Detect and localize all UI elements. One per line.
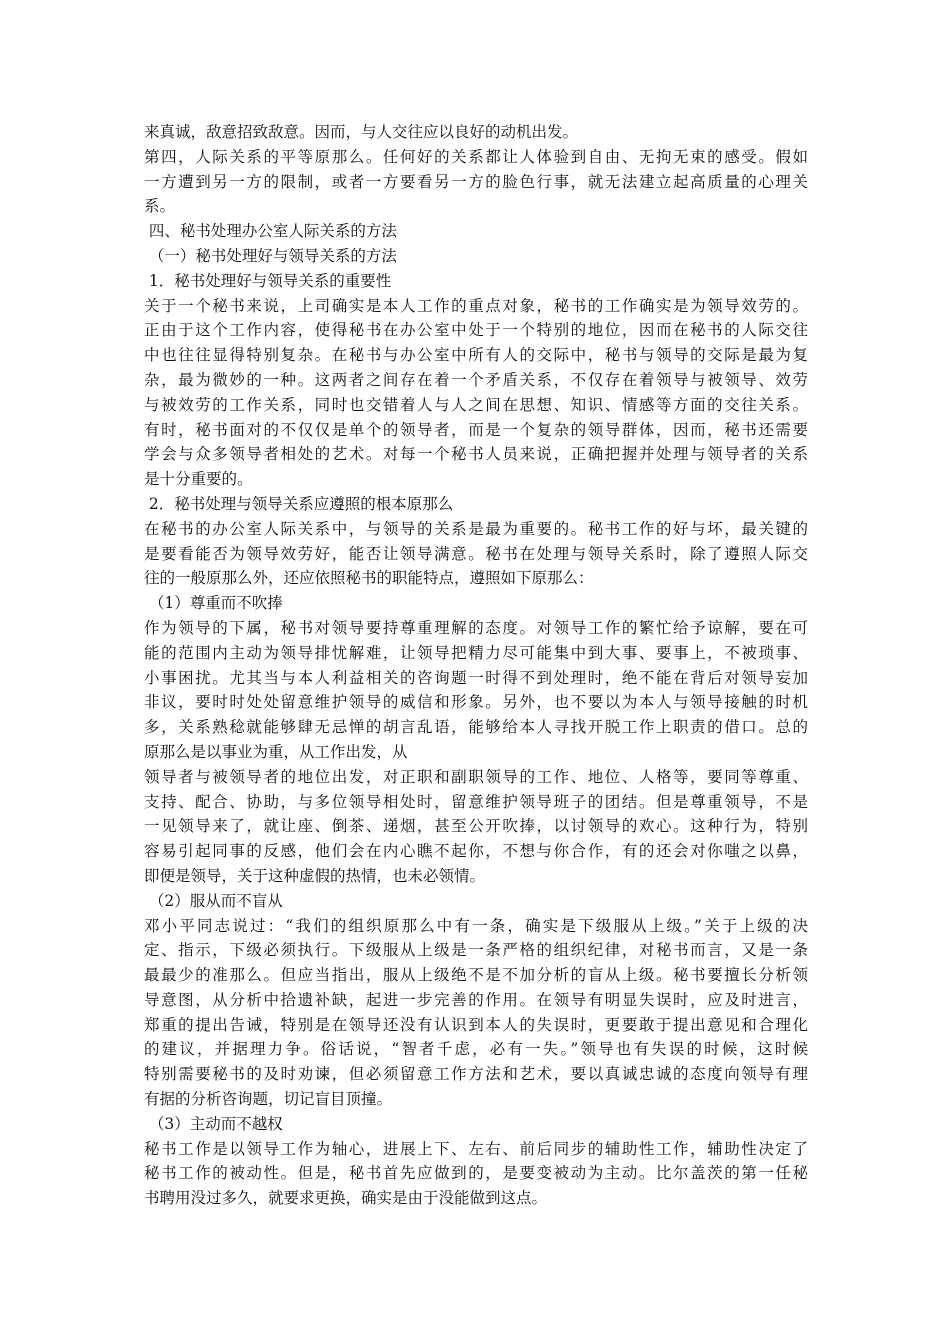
text-line: 系。 (144, 197, 176, 216)
text-line: 四、秘书处理办公室人际关系的方法 (144, 222, 397, 241)
text-line: 是要看能否为领导效劳好，能否让领导满意。秘书在处理与领导关系时，除了遵照人际交 (144, 544, 808, 563)
text-line: 在秘书的办公室人际关系中，与领导的关系是最为重要的。秘书工作的好与坏，最关键的 (144, 519, 808, 538)
document-body (144, 120, 808, 1211)
text-line: 原那么是以事业为重，从工作出发，从 (144, 742, 408, 761)
text-line: 邓小平同志说过：“我们的组织原那么中有一条，确实是下级服从上级。”关于上级的决 (144, 916, 808, 935)
text-line: 一见领导来了，就让座、倒茶、递烟，甚至公开吹捧，以讨领导的欢心。这种行为，特别 (144, 817, 808, 836)
text-line: 能的范围内主动为领导排忧解难，让领导把精力尽可能集中到大事、要事上，不被琐事、 (144, 643, 808, 662)
text-line: 容易引起同事的反感，他们会在内心瞧不起你，不想与你合作，有的还会对你嗤之以鼻， (144, 842, 808, 861)
text-line: 2．秘书处理与领导关系应遵照的根本原那么 (144, 494, 454, 513)
text-line: 特别需要秘书的及时劝谏，但必须留意工作方法和艺术，要以真诚忠诚的态度向领导有理 (144, 1065, 808, 1084)
text-line: 的建议，并据理力争。俗话说，“智者千虑，必有一失。”领导也有失误的时候，这时候 (144, 1040, 808, 1059)
text-line: 中也往往显得特别复杂。在秘书与办公室中所有人的交际中，秘书与领导的交际是最为复 (144, 346, 808, 365)
text-line: 杂，最为微妙的一种。这两者之间存在着一个矛盾关系，不仅存在着领导与被领导、效劳 (144, 370, 808, 389)
text-line: 正由于这个工作内容，使得秘书在办公室中处于一个特别的地位，因而在秘书的人际交往 (144, 321, 808, 340)
text-line: 支持、配合、协助，与多位领导相处时，留意维护领导班子的团结。但是尊重领导，不是 (144, 792, 808, 811)
text-line: 最最少的准那么。但应当指出，服从上级绝不是不加分析的盲从上级。秘书要擅长分析领 (144, 966, 808, 985)
text-line: 第四，人际关系的平等原那么。任何好的关系都让人体验到自由、无拘无束的感受。假如 (144, 147, 808, 166)
text-line: 作为领导的下属，秘书对领导要持尊重理解的态度。对领导工作的繁忙给予谅解，要在可 (144, 618, 808, 637)
text-line: 往的一般原那么外，还应依照秘书的职能特点，遵照如下原那么： (144, 569, 594, 588)
text-line: 多，关系熟稔就能够肆无忌惮的胡言乱语，能够给本人寻找开脱工作上职责的借口。总的 (144, 718, 808, 737)
text-line: 即便是领导，关于这种虚假的热情，也未必领情。 (144, 866, 486, 885)
text-line: 小事困扰。尤其当与本人利益相关的咨询题一时得不到处理时，绝不能在背后对领导妄加 (144, 668, 808, 687)
text-line: 秘书工作的被动性。但是，秘书首先应做到的，是要变被动为主动。比尔盖茨的第一任秘 (144, 1164, 808, 1183)
text-line: （3）主动而不越权 (144, 1114, 283, 1133)
text-line: 导意图，从分析中拾遗补缺，起进一步完善的作用。在领导有明显失误时，应及时进言， (144, 990, 808, 1009)
text-line: 有据的分析咨询题，切记盲目顶撞。 (144, 1090, 393, 1109)
text-line: 书聘用没过多久，就要求更换，确实是由于没能做到这点。 (144, 1189, 548, 1208)
text-line: 是十分重要的。 (144, 470, 253, 489)
text-line: 定、指示，下级必须执行。下级服从上级是一条严格的组织纪律，对秘书而言，又是一条 (144, 941, 808, 960)
text-line: （一）秘书处理好与领导关系的方法 (144, 246, 397, 265)
text-line: 郑重的提出告诫，特别是在领导还没有认识到本人的失误时，更要敢于提出意见和合理化 (144, 1015, 808, 1034)
text-line: 与被效劳的工作关系，同时也交错着人与人之间在思想、知识、情感等方面的交往关系。 (144, 395, 808, 414)
text-line: 一方遭到另一方的限制，或者一方要看另一方的脸色行事，就无法建立起高质量的心理关 (144, 172, 808, 191)
text-line: 有时，秘书面对的不仅仅是单个的领导者，而是一个复杂的领导群体，因而，秘书还需要 (144, 420, 808, 439)
text-line: 学会与众多领导者相处的艺术。对每一个秘书人员来说，正确把握并处理与领导者的关系 (144, 445, 808, 464)
text-line: 来真诚，敌意招致敌意。因而，与人交往应以良好的动机出发。 (144, 123, 579, 141)
text-line: （2）服从而不盲从 (144, 891, 283, 910)
text-line: 秘书工作是以领导工作为轴心，进展上下、左右、前后同步的辅助性工作，辅助性决定了 (144, 1139, 808, 1158)
text-line: （1）尊重而不吹捧 (144, 594, 283, 613)
text-line: 1．秘书处理好与领导关系的重要性 (144, 271, 392, 290)
text-line: 非议，要时时处处留意维护领导的威信和形象。另外，也不要以为本人与领导接触的时机 (144, 693, 808, 712)
text-line: 领导者与被领导者的地位出发，对正职和副职领导的工作、地位、人格等，要同等尊重、 (144, 767, 808, 786)
text-line: 关于一个秘书来说，上司确实是本人工作的重点对象，秘书的工作确实是为领导效劳的。 (144, 296, 808, 315)
